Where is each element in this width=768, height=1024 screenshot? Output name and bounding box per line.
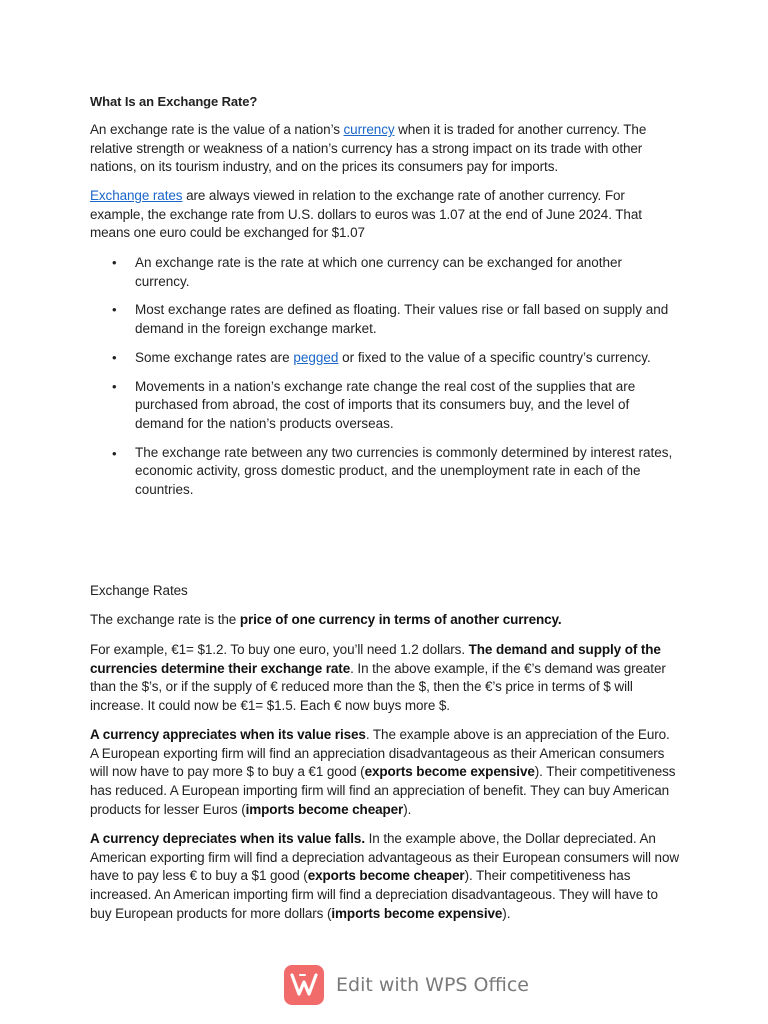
paragraph-text: . The example above is an appreciation of the Euro. A European exporting firm will find an appreciation disadvantageous as their American consumers will now have to pay more $ to buy a €1 good (	[90, 727, 670, 780]
bullet-icon: •	[112, 378, 117, 394]
paragraph-text: For example, €1= $1.2. To buy one euro, you’ll need 1.2 dollars.	[90, 642, 469, 657]
bullet-icon: •	[112, 255, 117, 270]
list-item-text: Some exchange rates are	[135, 349, 294, 365]
edit-with-wps-label[interactable]: Edit with WPS Office	[336, 974, 529, 996]
paragraph-text: ). Their competitiveness has reduced. A European importing firm will find an appreciation of benefit. They can buy American products for lesser Euros (	[90, 764, 676, 817]
paragraph-text: In the example above, the Dollar depreciated. An American exporting firm will find a depreciation advantageous as their European consumers will now have to pay less € to buy a $1 good (	[90, 831, 680, 884]
paragraph-definition	[90, 611, 680, 630]
key-points-list	[90, 254, 680, 500]
list-item	[90, 254, 680, 291]
list-item-text: Most exchange rates are defined as floating. Their values rise or fall based on supply and demand in the foreign exchange market.	[135, 302, 669, 337]
paragraph-text: ).	[502, 905, 511, 921]
paragraph-text: when it is traded for another currency. The relative strength or weakness of a nation’s currency has a strong impact on its trade with other nations, on its tourism industry, and on the prices its consumers pay for imports.	[90, 122, 647, 175]
edit-with-wps-banner[interactable]	[284, 965, 529, 1005]
list-item	[90, 378, 680, 434]
bold-text: A currency depreciates when its value falls.	[90, 831, 365, 846]
paragraph-exchange-rates	[90, 187, 680, 243]
paragraph-text: ). Their competitiveness has increased. An American importing firm will find a depreciation disadvantageous. They will have to buy European products for more dollars (	[90, 868, 658, 921]
paragraph-appreciation	[90, 726, 680, 820]
wps-office-logo-icon	[284, 965, 324, 1005]
list-item	[90, 444, 680, 500]
link-exchange-rates[interactable]: Exchange rates	[90, 188, 183, 203]
bold-text: imports become cheaper	[245, 801, 404, 817]
paragraph-depreciation	[90, 830, 680, 924]
list-item-text: Movements in a nation’s exchange rate change the real cost of the supplies that are purchased from abroad, the cost of imports that its consumers buy, and the level of demand for the nation’s products overseas.	[135, 378, 636, 431]
link-pegged[interactable]: pegged	[293, 349, 339, 365]
list-item	[90, 349, 680, 368]
section-title-what-is-exchange-rate: What Is an Exchange Rate?	[90, 94, 258, 109]
list-item	[90, 301, 680, 338]
bold-text: exports become cheaper	[307, 868, 465, 884]
list-item-text: An exchange rate is the rate at which one currency can be exchanged for another currency.	[135, 255, 623, 289]
bullet-icon: •	[112, 349, 117, 365]
paragraph-text: . In the above example, if the €’s demand was greater than the $’s, or if the supply of € reduced more than the $, then the €’s price in terms of $ will increase. It could now be €1= $1.5. Each € now buys more $.	[90, 660, 666, 714]
list-item-text: or fixed to the value of a specific country’s currency.	[338, 349, 651, 365]
bullet-icon: •	[112, 302, 117, 318]
paragraph-text: are always viewed in relation to the exchange rate of another currency. For example, the exchange rate from U.S. dollars to euros was 1.07 at the end of June 2024. That means one euro could be exchanged for $1.07	[90, 188, 642, 241]
bold-text: A currency appreciates when its value rises	[90, 727, 366, 742]
link-currency[interactable]: currency	[343, 122, 395, 137]
paragraph-intro	[90, 121, 680, 177]
bold-text: imports become expensive	[331, 905, 503, 921]
bold-text: The demand and supply of the currencies determine their exchange rate	[90, 642, 661, 676]
bold-text: exports become expensive	[364, 764, 535, 780]
list-item-text: The exchange rate between any two currencies is commonly determined by interest rates, economic activity, gross domestic product, and the unemployment rate in each of the countries.	[135, 444, 673, 498]
section-title-exchange-rates: Exchange Rates	[90, 583, 188, 598]
bullet-icon: •	[112, 445, 117, 461]
paragraph-example	[90, 641, 680, 716]
paragraph-text: ).	[403, 801, 412, 817]
bold-text: price of one currency in terms of another currency.	[239, 612, 562, 627]
paragraph-text: The exchange rate is the	[90, 612, 240, 627]
paragraph-text: An exchange rate is the value of a nation’s	[90, 122, 344, 137]
